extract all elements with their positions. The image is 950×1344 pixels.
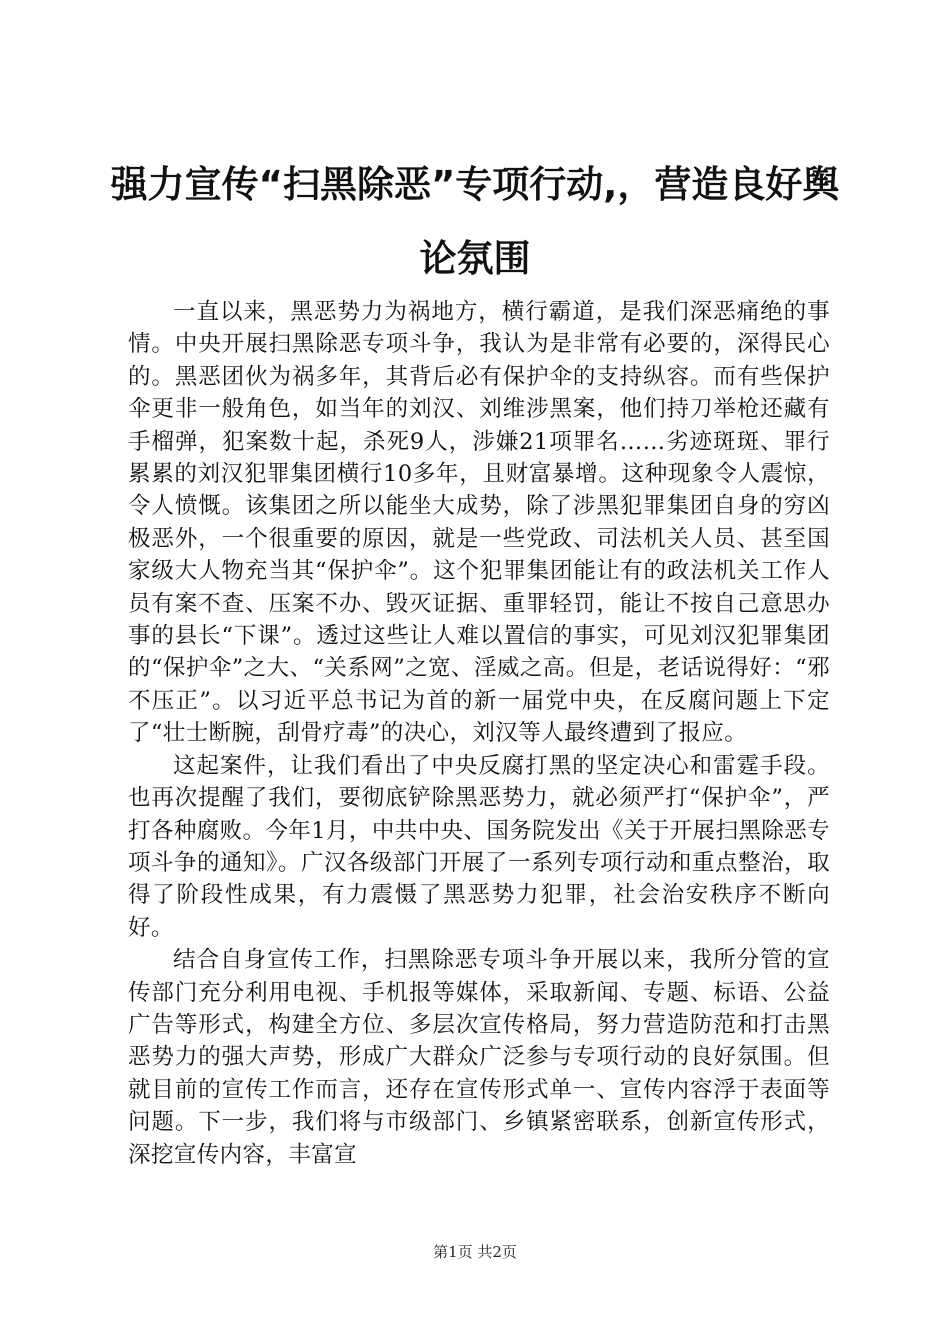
document-body: [128, 296, 830, 1171]
paragraph-1: 一直以来，黑恶势力为祸地方，横行霸道，是我们深恶痛绝的事情。中央开展扫黑除恶专项斗争，我认为是非常有必要的，深得民心的。黑恶团伙为祸多年，其背后必有保护伞的支持纵容。而有些保护伞更非一般角色，如当年的刘汉、刘维涉黑案，他们持刀举枪还藏有手榴弹，犯案数十起，杀死9人，涉嫌21项罪名……劣迹斑斑、罪行累累的刘汉犯罪集团横行10多年，且财富暴增。这种现象令人震惊，令人愤慨。该集团之所以能坐大成势，除了涉黑犯罪集团自身的穷凶极恶外，一个很重要的原因，就是一些党政、司法机关人员、甚至国家级大人物充当其“保护伞”。这个犯罪集团能让有的政法机关工作人员有案不查、压案不办、毁灭证据、重罪轻罚，能让不按自己意思办事的县长“下课”。透过这些让人难以置信的事实，可见刘汉犯罪集团的“保护伞”之大、“关系网”之宽、淫威之高。但是，老话说得好：“邪不压正”。以习近平总书记为首的新一届党中央，在反腐问题上下定了“壮士断腕，刮骨疗毒”的决心，刘汉等人最终遭到了报应。: [128, 299, 830, 747]
document-title: 强力宣传“扫黑除恶”专项行动,，营造良好舆论氛围: [110, 163, 840, 280]
paragraph-2: 这起案件，让我们看出了中央反腐打黑的坚定决心和雷霆手段。也再次提醒了我们，要彻底铲除黑恶势力，就必须严打“保护伞”，严打各种腐败。今年1月，中共中央、国务院发出《关于开展扫黑除恶专项斗争的通知》。广汉各级部门开展了一系列专项行动和重点整治，取得了阶段性成果，有力震慑了黑恶势力犯罪，社会治安秩序不断向好。: [128, 752, 830, 941]
paragraph-3: 结合自身宣传工作，扫黑除恶专项斗争开展以来，我所分管的宣传部门充分利用电视、手机报等媒体，采取新闻、专题、标语、公益广告等形式，构建全方位、多层次宣传格局，努力营造防范和打击黑恶势力的强大声势，形成广大群众广泛参与专项行动的良好氛围。但就目前的宣传工作而言，还存在宣传形式单一、宣传内容浮于表面等问题。下一步，我们将与市级部门、乡镇紧密联系，创新宣传形式，深挖宣传内容，丰富宣: [128, 947, 830, 1168]
page-number: 第1页 共2页: [433, 1243, 517, 1261]
page-footer: [0, 1242, 950, 1262]
